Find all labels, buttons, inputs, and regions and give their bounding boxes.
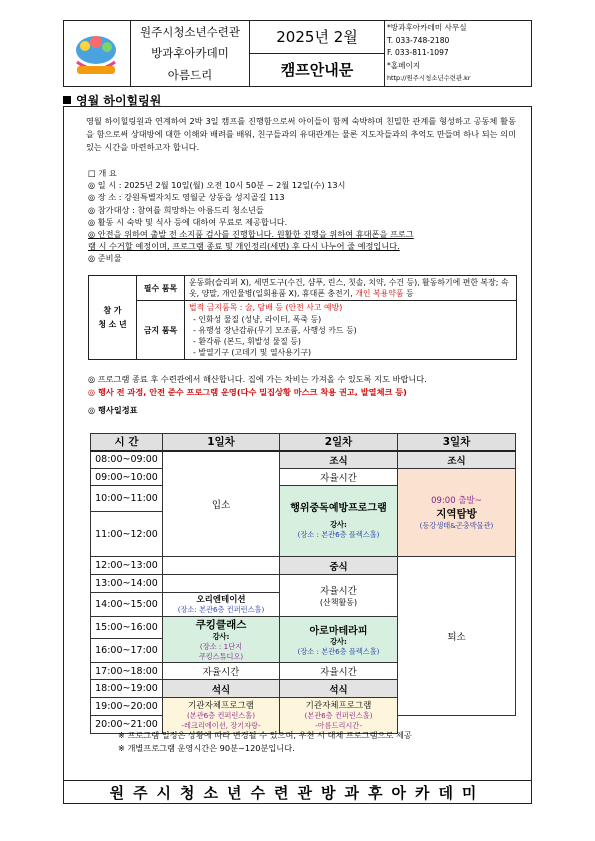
banned-item: - 유행성 장난감류(무기 모조품, 사행성 카드 등) <box>193 325 357 335</box>
overview-item: ◎ 활동 시 숙박 및 식사 등에 대하여 무료로 제공합니다. <box>88 216 288 227</box>
org-line: 방과후아카데미 <box>151 46 229 61</box>
safety-note: ◎ 안전을 위하여 출발 전 소지품 검사를 진행합니다. 원활한 진행을 위하여 휴대폰을 프로그 <box>88 229 414 240</box>
intro-paragraph: 영월 하이힐링원과 연계하여 2박 3일 캠프를 진행함으로써 아이들이 함께 숙박하며 친밀한 관계를 형성하고 공동체 활동을 함으로써 상대방에 대한 이해와 배려를 배워, 친구들과의 유대관계는 물론 지도자들과의 추억도 만들며 하나 되는 의미 있는 시간을 마련하고자 합니다. <box>86 116 516 153</box>
safety-note-cont: 램 시 수거할 예정이며, 프로그램 종료 및 개인정리(세면) 후 다시 나누어 줄 예정입니다. <box>88 241 400 252</box>
day2-breakfast: 조식 <box>280 451 398 469</box>
day1-cooking-class: 쿠킹클래스 강사: (장소 : 1단지 쿠킹스튜디오) <box>163 616 280 662</box>
supplies-heading: ◎ 준비물 <box>88 253 122 264</box>
day2-lunch: 중식 <box>280 557 398 575</box>
notes <box>88 373 518 417</box>
banned-legal: 법적 금지품목 : 술, 담배 등 (안전 사고 예방) <box>189 303 343 313</box>
day1-blank <box>163 575 280 593</box>
org-line: 아름드리 <box>167 67 213 82</box>
section-title: 영월 하이힐링원 <box>63 92 161 109</box>
day1-entrance: 입소 <box>163 451 280 557</box>
document-title: 캠프안내문 <box>280 61 354 80</box>
footer-organization: 원주시청소년수련관방과후아카데미 <box>63 780 532 804</box>
time-slot: 09:00~10:00 <box>91 468 163 486</box>
day1-free-time: 자율시간 <box>163 662 280 680</box>
return-note: ◎ 프로그램 종료 후 수련관에서 해산합니다. 집에 가는 차비는 가져올 수 있도록 지도 바랍니다. <box>88 374 427 384</box>
day1-orientation: 오리엔테이션 (장소: 본관6층 컨퍼런스홀) <box>163 592 280 616</box>
contact-homepage-label: *홈페이지 <box>387 60 421 70</box>
day3-tour: 09:00 출발~ 지역탐방 (동강생태&곤충박물관) <box>398 468 516 557</box>
supplies-table <box>88 275 517 360</box>
safety-compliance-note: ◎ 행사 전 과정, 안전 준수 프로그램 운영(다수 밀집상황 마스크 착용 권고, 발열체크 등) <box>88 387 407 397</box>
time-slot: 12:00~13:00 <box>91 557 163 575</box>
schedule-heading: ◎ 행사일정표 <box>88 405 138 415</box>
header-day3: 3일차 <box>398 434 516 451</box>
day2-free-time: 자율시간 <box>280 468 398 486</box>
org-line: 원주시청소년수련관 <box>140 24 240 39</box>
document-date: 2025년 2월 <box>250 21 384 54</box>
contact-phone: T. 033-748-2180 <box>387 35 450 45</box>
square-bullet-icon <box>63 96 71 104</box>
overview-list <box>88 167 518 265</box>
day1-institution-program: 기관자체프로그램 (본관6층 컨퍼런스홀) -레크리에이션, 장기자랑- <box>163 698 280 733</box>
day2-free-time: 자율시간 <box>280 662 398 680</box>
time-slot: 15:00~16:00 <box>91 616 163 638</box>
document-header <box>63 20 532 87</box>
time-slot: 16:00~17:00 <box>91 638 163 662</box>
banned-item: - 인화성 물질 (성냥, 라이터, 폭죽 등) <box>193 314 322 324</box>
banned-item: - 발열기구 (고데기 및 열사용기구) <box>193 348 312 358</box>
footnotes <box>118 729 412 754</box>
day2-aromatherapy: 아로마테라피 강사: (장소 : 본관6층 플렉스홀) <box>280 616 398 662</box>
time-slot: 14:00~15:00 <box>91 592 163 616</box>
contact-fax: F. 033-811-1097 <box>387 48 449 58</box>
required-items-label: 필수 품목 <box>137 276 185 301</box>
time-slot: 19:00~20:00 <box>91 698 163 716</box>
contact-homepage-link[interactable]: http://원주시청소년수련관.kr <box>387 74 471 83</box>
overview-heading: □ 개 요 <box>88 168 117 178</box>
time-slot: 17:00~18:00 <box>91 662 163 680</box>
footnote: ※ 개별프로그램 운영시간은 90분~120분입니다. <box>118 742 295 753</box>
banned-items-label: 금지 품목 <box>137 301 185 360</box>
contact-info <box>387 22 533 85</box>
time-slot: 08:00~09:00 <box>91 451 163 469</box>
header-day2: 2일차 <box>280 434 398 451</box>
day2-walk: 자율시간 (산책활동) <box>280 575 398 617</box>
day3-breakfast: 조식 <box>398 451 516 469</box>
main-content-box <box>63 106 532 804</box>
participant-category: 참 가 청 소 년 <box>89 276 137 360</box>
day2-institution-program: 기관자체프로그램 (본관6층 컨퍼런스홀) -아름드리시간- <box>280 698 398 733</box>
time-slot: 10:00~11:00 <box>91 486 163 512</box>
day1-blank <box>163 557 280 575</box>
contact-office: *방과후아카데미 사무실 <box>387 23 467 32</box>
time-slot: 18:00~19:00 <box>91 680 163 698</box>
overview-item: ◎ 일 시 : 2025년 2월 10일(월) 오전 10시 50분 ~ 2월 12일(수) 13시 <box>88 180 346 191</box>
overview-item: ◎ 참가대상 : 참여를 희망하는 아름드리 청소년들 <box>88 204 264 215</box>
header-day1: 1일차 <box>163 434 280 451</box>
footnote: ※ 프로그램 일정은 상황에 따라 변경될 수 있으며, 우천 시 대체 프로그램으로 제공 <box>118 730 412 740</box>
banned-item: - 환각류 (본드, 휘발성 물질 등) <box>193 337 301 347</box>
time-slot: 13:00~14:00 <box>91 575 163 593</box>
banned-items <box>185 301 517 360</box>
time-slot: 11:00~12:00 <box>91 512 163 557</box>
header-time: 시 간 <box>91 434 163 451</box>
day2-prevention-program: 행위중독예방프로그램 강사: (장소 : 본관6층 플렉스홀) <box>280 486 398 557</box>
day3-exit: 퇴소 <box>398 557 516 715</box>
day2-dinner: 석식 <box>280 680 398 698</box>
time-slot: 20:00~21:00 <box>91 715 163 733</box>
schedule-table <box>90 433 516 734</box>
organization-name <box>130 21 250 86</box>
day1-dinner: 석식 <box>163 680 280 698</box>
overview-item: ◎ 장 소 : 강원특별자치도 영월군 상동읍 성지골길 113 <box>88 192 285 203</box>
required-items: 운동화(슬리퍼 X), 세면도구(수건, 샴푸, 린스, 칫솔, 치약, 수건 등), 활동하기에 편한 복장; 속옷, 양말, 개인물병(일회용품 X), 휴대폰 충전기, 개인 복용약품 등 <box>185 276 517 301</box>
